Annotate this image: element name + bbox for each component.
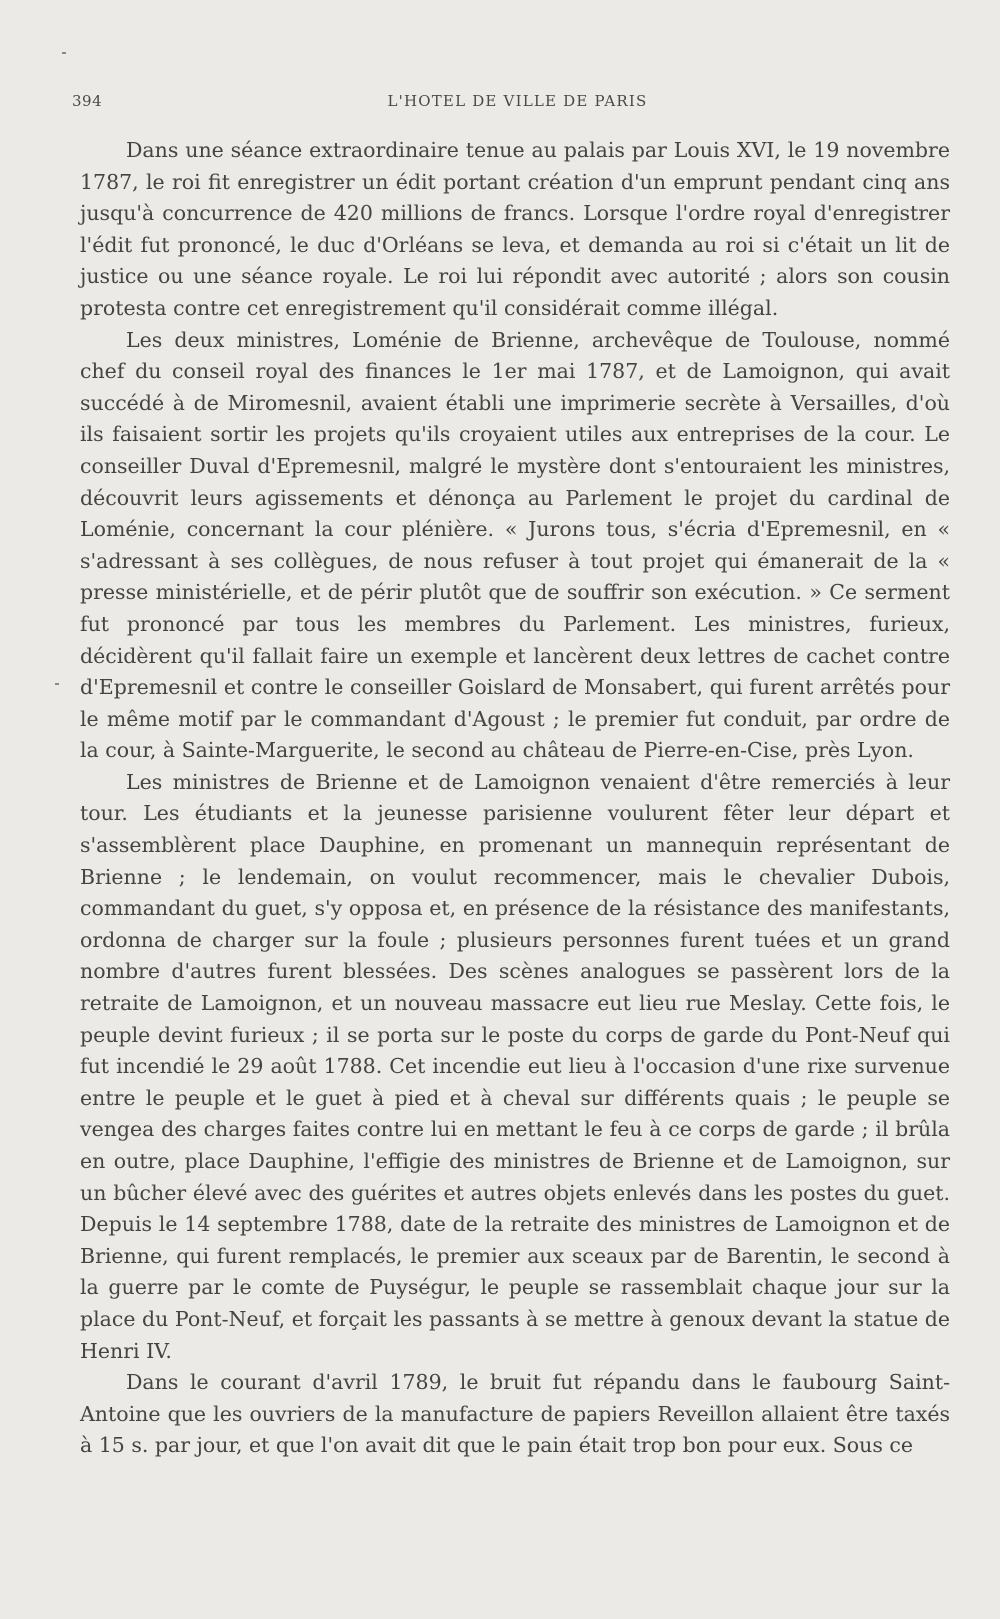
running-title: L'HOTEL DE VILLE DE PARIS: [387, 92, 648, 110]
paragraph: Les deux ministres, Loménie de Brienne, archevêque de Toulouse, nommé chef du conseil royal des finances le 1er mai 1787, et de Lamoignon, qui avait succédé à de Miromesnil, avaient établi une imprimerie secrète à Versailles, d'où ils faisaient sortir les projets qu'ils croyaient utiles aux entreprises de la cour. Le conseiller Duval d'Epremesnil, malgré le mystère dont s'entouraient les ministres, découvrit leurs agissements et dénonça au Parlement le projet du cardinal de Loménie, concernant la cour plénière. « Jurons tous, s'écria d'Epremesnil, en « s'adressant à ses collègues, de nous refuser à tout projet qui émanerait de la « presse ministérielle, et de périr plutôt que de souffrir son exécution. » Ce serment fut prononcé par tous les membres du Parlement. Les ministres, furieux, décidèrent qu'il fallait faire un exemple et lancèrent deux lettres de cachet contre d'Epremesnil et contre le conseiller Goislard de Monsabert, qui furent arrêtés pour le même motif par le commandant d'Agoust ; le premier fut conduit, par ordre de la cour, à Sainte-Marguerite, le second au château de Pierre-en-Cise, près Lyon.: [80, 327, 950, 763]
margin-speck: [55, 683, 59, 685]
paragraph: Dans le courant d'avril 1789, le bruit fut répandu dans le faubourg Saint-Antoine que les ouvriers de la manufacture de papiers Reveillon allaient être taxés à 15 s. par jour, et que l'on avait dit que le pain était trop bon pour eux. Sous ce: [80, 1370, 950, 1458]
paragraph: Les ministres de Brienne et de Lamoignon venaient d'être remerciés à leur tour. Les étudiants et la jeunesse parisienne voulurent fêter leur départ et s'assemblèrent place Dauphine, en promenant un mannequin représentant de Brienne ; le lendemain, on voulut recommencer, mais le chevalier Dubois, commandant du guet, s'y opposa et, en présence de la résistance des manifestants, ordonna de charger sur la foule ; plusieurs personnes furent tuées et un grand nombre d'autres furent blessées. Des scènes analogues se passèrent lors de la retraite de Lamoignon, et un nouveau massacre eut lieu rue Meslay. Cette fois, le peuple devint furieux ; il se porta sur le poste du corps de garde du Pont-Neuf qui fut incendié le 29 août 1788. Cet incendie eut lieu à l'occasion d'une rixe survenue entre le peuple et le guet à pied et à cheval sur différents quais ; le peuple se vengea des charges faites contre lui en mettant le feu à ce corps de garde ; il brûla en outre, place Dauphine, l'effigie des ministres de Brienne et de Lamoignon, sur un bûcher élevé avec des guérites et autres objets enlevés dans les postes du guet. Depuis le 14 septembre 1788, date de la retraite des ministres de Lamoignon et de Brienne, qui furent remplacés, le premier aux sceaux par de Barentin, le second à la guerre par le comte de Puységur, le peuple se rassemblait chaque jour sur la place du Pont-Neuf, et forçait les passants à se mettre à genoux devant la statue de Henri IV.: [80, 769, 950, 1363]
paragraph: Dans une séance extraordinaire tenue au palais par Louis XVI, le 19 novembre 1787, le roi fit enregistrer un édit portant création d'un emprunt pendant cinq ans jusqu'à concurrence de 420 millions de francs. Lorsque l'ordre royal d'enregistrer l'édit fut prononcé, le duc d'Orléans se leva, et demanda au roi si c'était un lit de justice ou une séance royale. Le roi lui répondit avec autorité ; alors son cousin protesta contre cet enregistrement qu'il considérait comme illégal.: [80, 138, 950, 320]
page-number: 394: [72, 92, 103, 110]
margin-speck: [62, 52, 66, 54]
body-text: [80, 135, 950, 1462]
